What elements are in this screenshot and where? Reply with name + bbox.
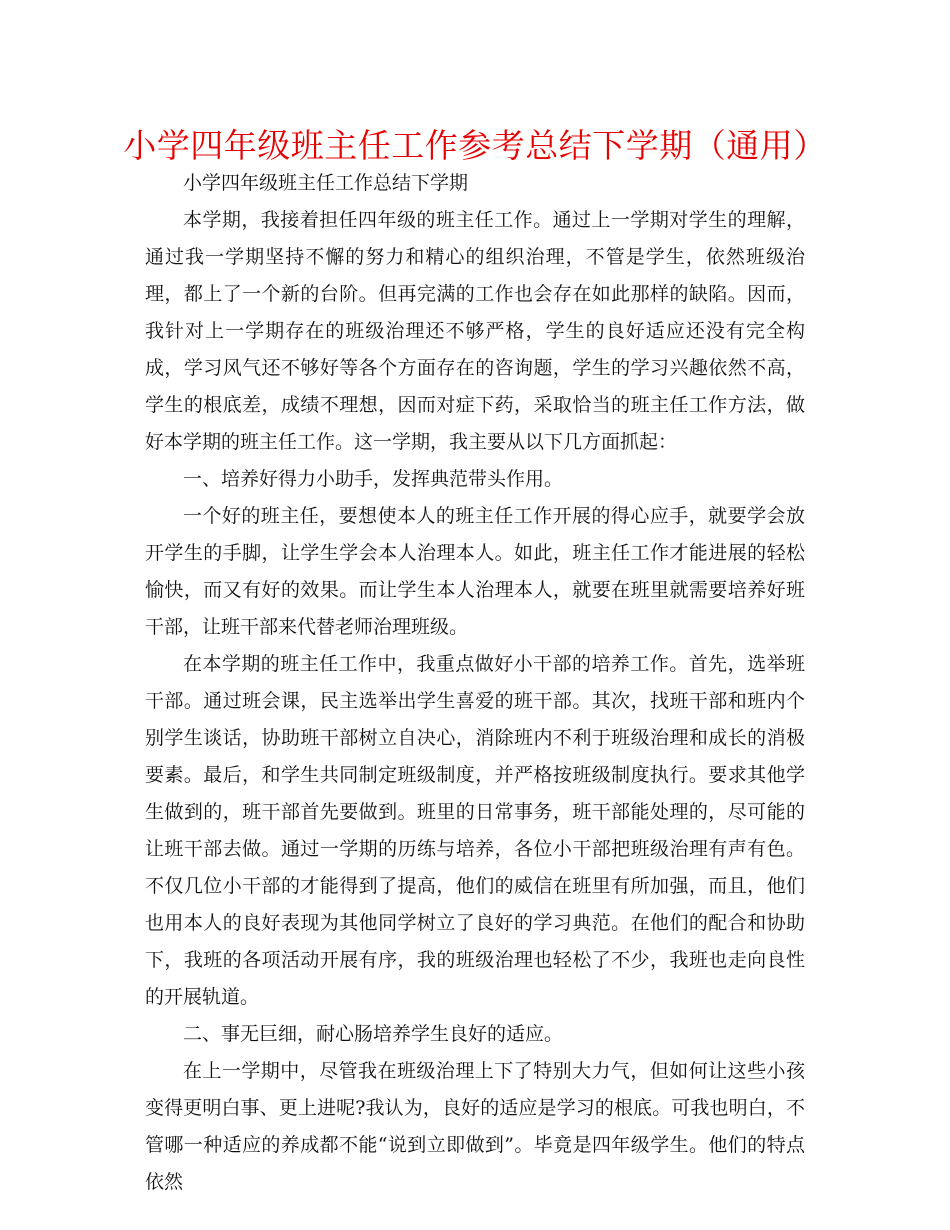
document-title: 小学四年级班主任工作参考总结下学期（通用）	[123, 126, 827, 165]
section-heading-2: 二、事无巨细，耐心肠培养学生良好的适应。	[183, 1023, 564, 1045]
document-body	[145, 165, 805, 1201]
body-paragraph: 一个好的班主任，要想使本人的班主任工作开展的得心应手，就要学会放开学生的手脚，让学生学会本人治理本人。如此，班主任工作才能进展的轻松愉快，而又有好的效果。而让学生本人治理本人，就要在班里就需要培养好班干部，让班干部来代替老师治理班级。	[145, 505, 805, 638]
section-heading-1: 一、培养好得力小助手，发挥典范带头作用。	[183, 468, 564, 490]
body-paragraph: 在上一学期中，尽管我在班级治理上下了特别大力气，但如何让这些小孩变得更明白事、更上进呢?我认为，良好的适应是学习的根底。可我也明白，不管哪一种适应的养成都不能“说到立即做到”。毕竟是四年级学生。他们的特点依然	[145, 1060, 805, 1193]
subtitle-paragraph: 小学四年级班主任工作总结下学期	[183, 172, 469, 194]
intro-paragraph: 本学期，我接着担任四年级的班主任工作。通过上一学期对学生的理解，通过我一学期坚持不懈的努力和精心的组织治理，不管是学生，依然班级治理，都上了一个新的台阶。但再完满的工作也会存在如此那样的缺陷。因而，我针对上一学期存在的班级治理还不够严格，学生的良好适应还没有完全构成，学习风气还不够好等各个方面存在的咨询题，学生的学习兴趣依然不高，学生的根底差，成绩不理想，因而对症下药，采取恰当的班主任工作方法，做好本学期的班主任工作。这一学期，我主要从以下几方面抓起：	[145, 209, 805, 453]
body-paragraph: 在本学期的班主任工作中，我重点做好小干部的培养工作。首先，选举班干部。通过班会课，民主选举出学生喜爱的班干部。其次，找班干部和班内个别学生谈话，协助班干部树立自决心，消除班内不利于班级治理和成长的消极要素。最后，和学生共同制定班级制度，并严格按班级制度执行。要求其他学生做到的，班干部首先要做到。班里的日常事务，班干部能处理的，尽可能的让班干部去做。通过一学期的历练与培养，各位小干部把班级治理有声有色。不仅几位小干部的才能得到了提高，他们的威信在班里有所加强，而且，他们也用本人的良好表现为其他同学树立了良好的学习典范。在他们的配合和协助下，我班的各项活动开展有序，我的班级治理也轻松了不少，我班也走向良性的开展轨道。	[145, 653, 805, 1008]
